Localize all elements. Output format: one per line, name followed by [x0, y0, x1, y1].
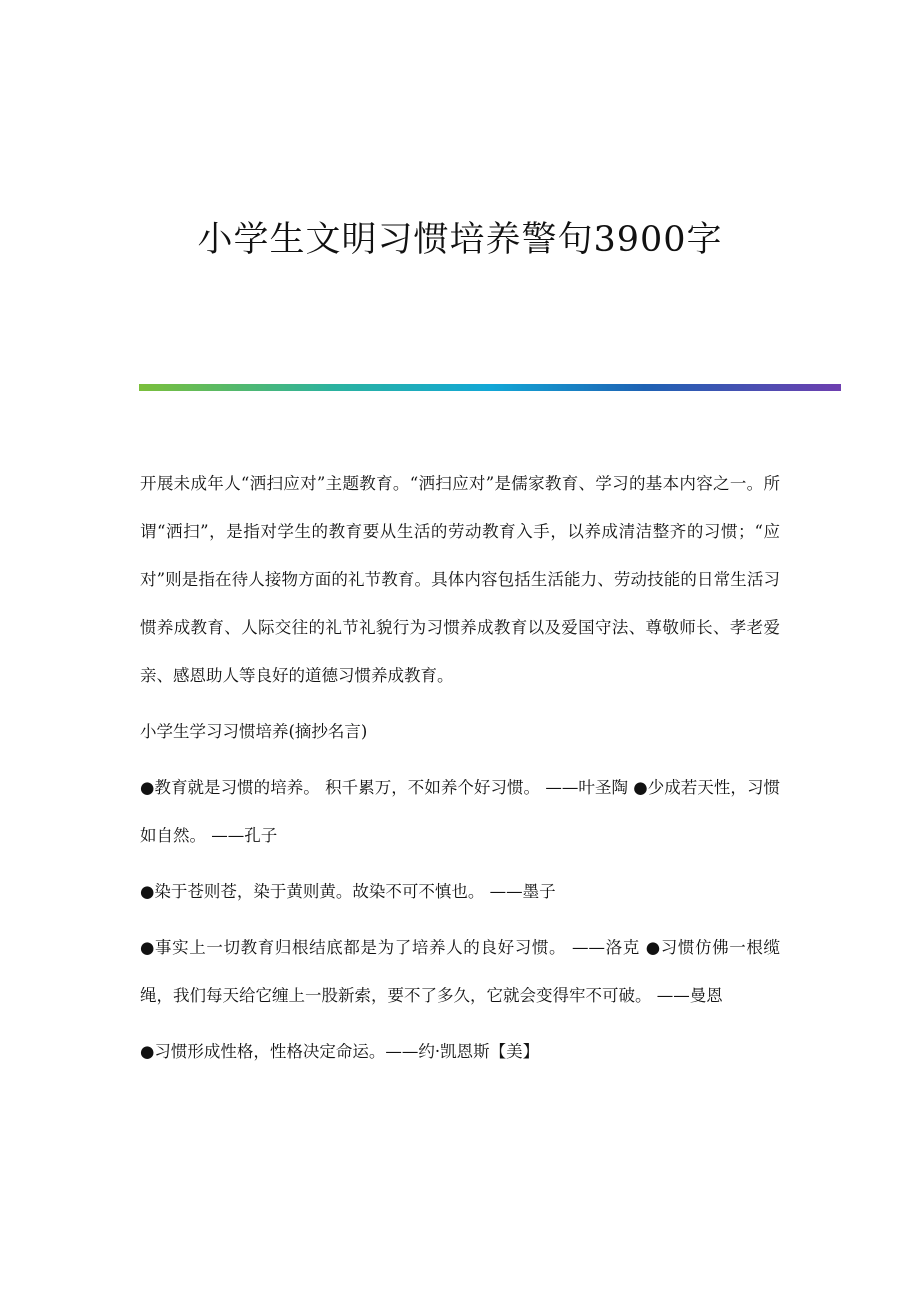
quote-paragraph: ●习惯形成性格，性格决定命运。——约·凯恩斯【美】	[140, 1042, 540, 1061]
section-heading: 小学生学习习惯培养(摘抄名言)	[140, 722, 368, 741]
quote-paragraph: ●教育就是习惯的培养。 积千累万，不如养个好习惯。 ——叶圣陶 ●少成若天性，习惯如自然。 ——孔子	[140, 778, 780, 845]
document-title: 小学生文明习惯培养警句3900字	[197, 220, 723, 260]
quote-paragraph: ●染于苍则苍，染于黄则黄。故染不可不慎也。 ——墨子	[140, 882, 556, 901]
gradient-divider	[139, 384, 841, 391]
quote-paragraph: ●事实上一切教育归根结底都是为了培养人的良好习惯。 ——洛克 ●习惯仿佛一根缆绳，我们每天给它缠上一股新索，要不了多久，它就会变得牢不可破。 ——曼恩	[140, 938, 780, 1005]
intro-paragraph: 开展未成年人“洒扫应对”主题教育。“洒扫应对”是儒家教育、学习的基本内容之一。所谓“洒扫”，是指对学生的教育要从生活的劳动教育入手，以养成清洁整齐的习惯；“应对”则是指在待人接物方面的礼节教育。具体内容包括生活能力、劳动技能的日常生活习惯养成教育、人际交往的礼节礼貌行为习惯养成教育以及爱国守法、尊敬师长、孝老爱亲、感恩助人等良好的道德习惯养成教育。	[140, 474, 780, 685]
document-body	[140, 460, 780, 1084]
